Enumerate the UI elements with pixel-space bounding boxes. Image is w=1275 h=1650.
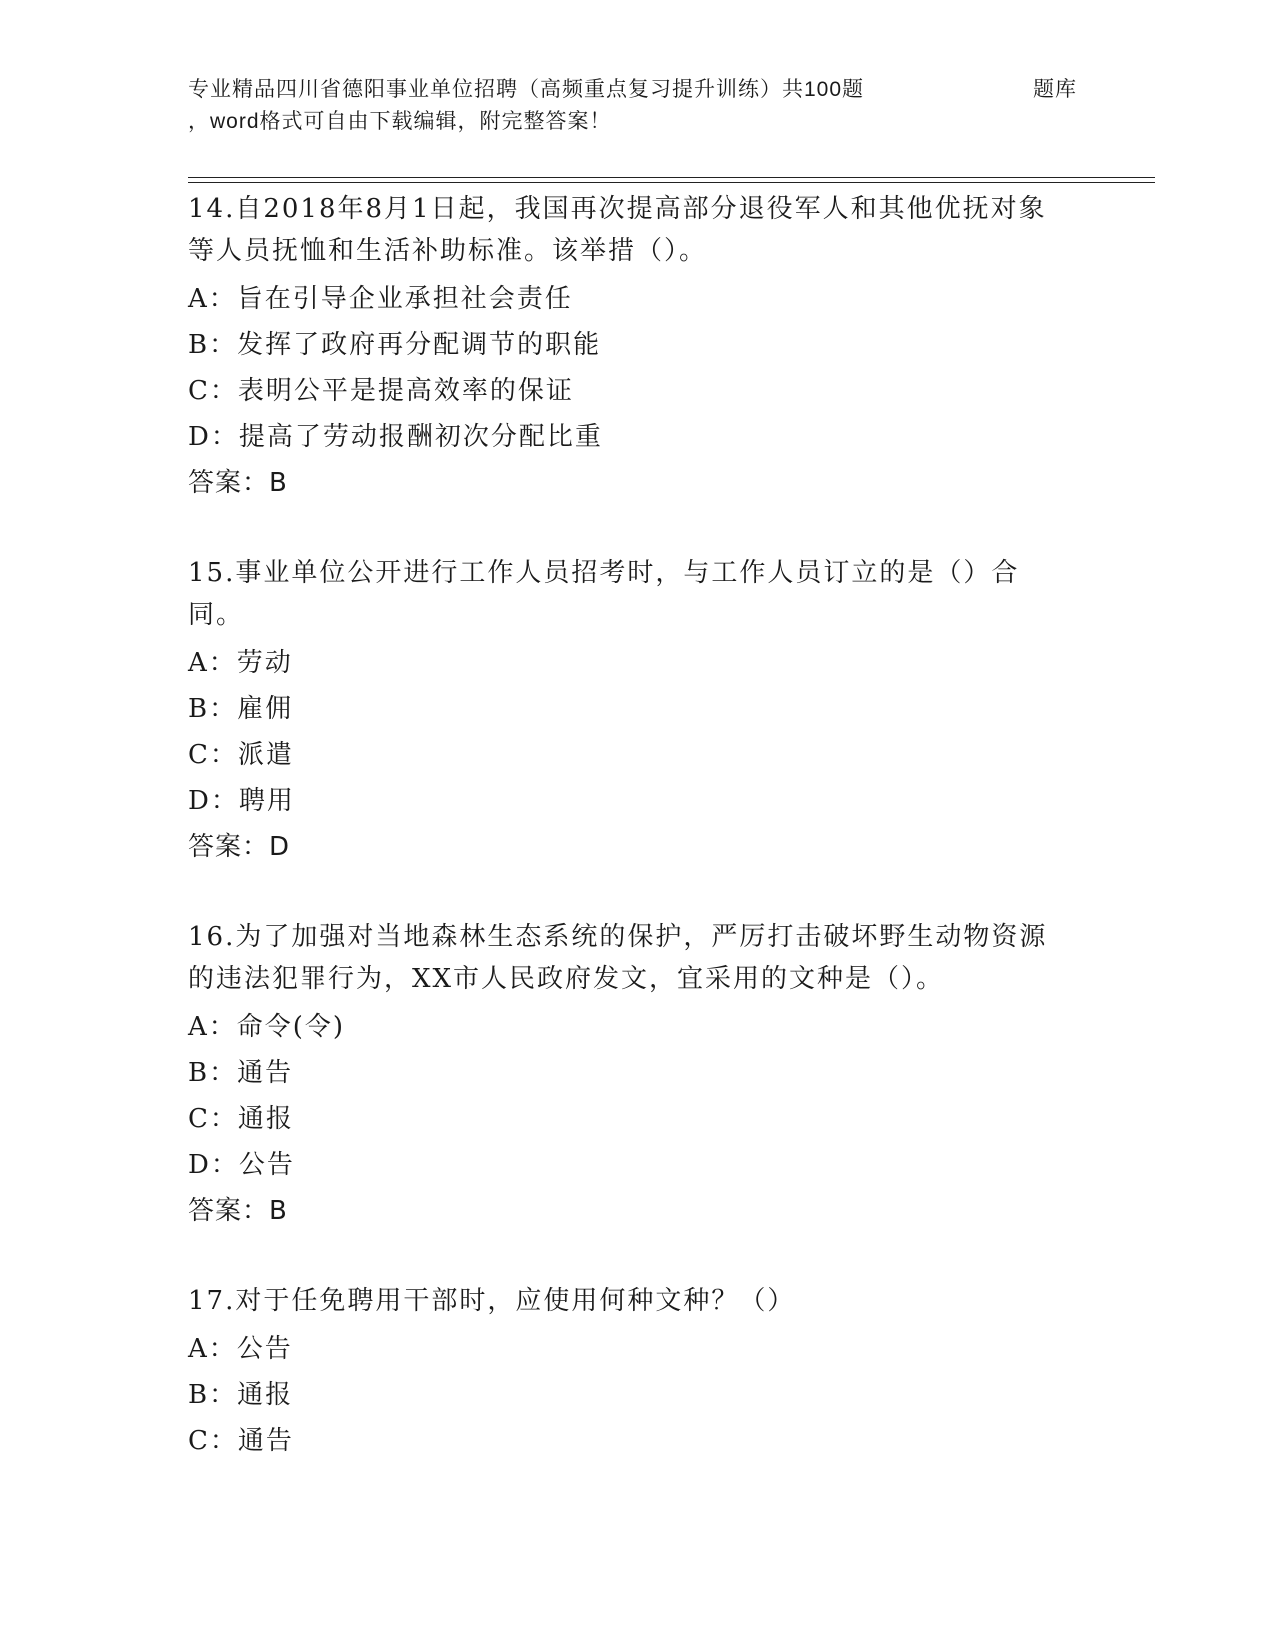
option-a: A：劳动 xyxy=(188,648,293,678)
option-b: B：通告 xyxy=(188,1058,294,1088)
question-16 xyxy=(188,916,1068,1234)
option-c: C：表明公平是提高效率的保证 xyxy=(188,376,574,406)
option-d: D：提高了劳动报酬初次分配比重 xyxy=(188,422,603,452)
page-header xyxy=(188,74,1148,138)
answer-line: 答案：D xyxy=(188,832,291,862)
option-d: D：公告 xyxy=(188,1150,295,1180)
question-stem: 14.自2018年8月1日起，我国再次提高部分退役军人和其他优抚对象等人员抚恤和生活补助标准。该举措（）。 xyxy=(188,194,1047,266)
question-stem: 16.为了加强对当地森林生态系统的保护，严厉打击破坏野生动物资源的违法犯罪行为，XX市人民政府发文，宜采用的文种是（）。 xyxy=(188,922,1048,994)
header-divider-top xyxy=(188,177,1155,178)
option-c: C：通告 xyxy=(188,1426,294,1456)
option-a: A：旨在引导企业承担社会责任 xyxy=(188,284,573,314)
header-subtitle: ，word格式可自由下载编辑，附完整答案！ xyxy=(188,110,612,133)
question-14 xyxy=(188,188,1068,506)
option-b: B：发挥了政府再分配调节的职能 xyxy=(188,330,602,360)
question-stem: 15.事业单位公开进行工作人员招考时，与工作人员订立的是（）合同。 xyxy=(188,558,1020,630)
header-line-1 xyxy=(188,74,1148,106)
answer-line: 答案：B xyxy=(188,1196,288,1226)
option-a: A：命令(令) xyxy=(188,1012,346,1042)
answer-line: 答案：B xyxy=(188,468,288,498)
question-stem: 17.对于任免聘用干部时，应使用何种文种？（） xyxy=(188,1286,796,1316)
option-b: B：通报 xyxy=(188,1380,294,1410)
question-17 xyxy=(188,1280,1068,1464)
option-a: A：公告 xyxy=(188,1334,293,1364)
option-b: B：雇佣 xyxy=(188,694,294,724)
header-divider-bottom xyxy=(188,182,1155,183)
header-tag: 题库 xyxy=(1033,78,1077,101)
header-title: 专业精品四川省德阳事业单位招聘（高频重点复习提升训练）共100题 xyxy=(188,78,865,101)
option-c: C：通报 xyxy=(188,1104,294,1134)
option-d: D：聘用 xyxy=(188,786,295,816)
question-15 xyxy=(188,552,1068,870)
option-c: C：派遣 xyxy=(188,740,294,770)
